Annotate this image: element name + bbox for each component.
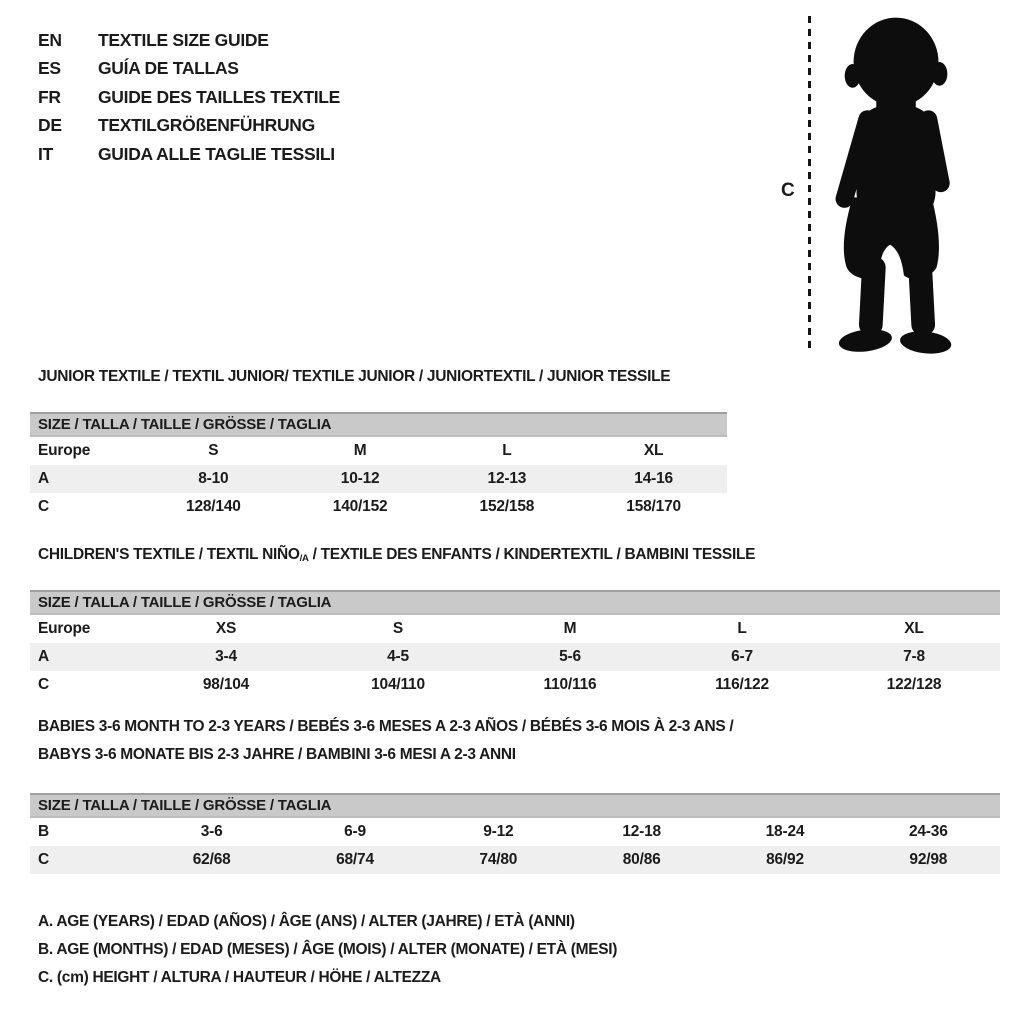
language-code: DE: [38, 115, 62, 136]
legend-line-b: B. AGE (MONTHS) / EDAD (MESES) / ÂGE (MOIS) / ALTER (MONATE) / ETÀ (MESI): [38, 941, 618, 958]
language-title: GUIDA ALLE TAGLIE TESSILI: [98, 143, 335, 164]
table-cell: 140/152: [332, 498, 388, 515]
table-cell: 86/92: [766, 851, 804, 868]
children-title-subscript: /A: [299, 553, 309, 565]
language-title-list: [38, 26, 340, 169]
language-title: TEXTILE SIZE GUIDE: [98, 29, 269, 50]
table-cell: 24-36: [908, 823, 948, 840]
table-cell: XL: [643, 442, 664, 459]
table-cell: 3-4: [215, 648, 237, 665]
row-label: C: [38, 676, 49, 693]
babies-section-title-line2: BABYS 3-6 MONATE BIS 2-3 JAHRE / BAMBINI 3-6 MESI A 2-3 ANNI: [38, 746, 516, 763]
toddler-silhouette-icon: [819, 12, 977, 358]
babies-size-table: [30, 793, 1000, 874]
language-title: GUIDE DES TAILLES TEXTILE: [98, 86, 341, 107]
table-cell: 8-10: [198, 470, 229, 487]
table-cell: 104/110: [371, 676, 425, 693]
table-cell: 10-12: [340, 470, 380, 487]
height-dotted-line-icon: [808, 16, 811, 354]
table-cell: 4-5: [387, 648, 409, 665]
table-header: SIZE / TALLA / TAILLE / GRÖSSE / TAGLIA: [30, 590, 1000, 615]
table-cell: 12-18: [622, 823, 661, 840]
table-cell: 7-8: [903, 648, 925, 665]
table-row-age: [30, 643, 1000, 671]
table-cell: 158/170: [626, 498, 681, 515]
table-cell: 128/140: [186, 498, 241, 515]
table-cell: 18-24: [765, 823, 805, 840]
table-cell: 80/86: [622, 851, 661, 868]
table-cell: XL: [904, 620, 924, 637]
table-cell: 5-6: [559, 648, 581, 665]
measure-legend: [38, 908, 617, 992]
row-label: Europe: [38, 620, 91, 637]
language-title: TEXTILGRÖßENFÜHRUNG: [98, 115, 315, 136]
junior-section-title: JUNIOR TEXTILE / TEXTIL JUNIOR/ TEXTILE JUNIOR / JUNIORTEXTIL / JUNIOR TESSILE: [38, 368, 671, 385]
table-cell: M: [353, 442, 367, 459]
table-cell: 6-7: [731, 648, 753, 665]
table-row-europe: [30, 615, 1000, 643]
table-cell: 92/98: [909, 851, 948, 868]
legend-line-c: C. (cm) HEIGHT / ALTURA / HAUTEUR / HÖHE / ALTEZZA: [38, 969, 441, 986]
table-header: SIZE / TALLA / TAILLE / GRÖSSE / TAGLIA: [30, 412, 727, 437]
table-cell: 62/68: [192, 851, 231, 868]
table-cell: 116/122: [715, 676, 769, 693]
language-title: GUÍA DE TALLAS: [98, 58, 239, 79]
legend-line-a: A. AGE (YEARS) / EDAD (AÑOS) / ÂGE (ANS) / ALTER (JAHRE) / ETÀ (ANNI): [38, 913, 575, 930]
measurement-figure: [775, 8, 990, 360]
language-row-fr: [38, 83, 340, 112]
table-row-months: [30, 818, 1000, 846]
table-row-europe: [30, 437, 727, 465]
table-cell: 122/128: [886, 676, 942, 693]
junior-size-table: [30, 412, 727, 521]
table-cell: 68/74: [336, 851, 374, 868]
table-cell: 6-9: [344, 823, 366, 840]
height-measure-label: C: [781, 180, 795, 201]
table-cell: L: [737, 620, 747, 637]
table-row-height: [30, 493, 727, 521]
table-cell: S: [392, 620, 404, 637]
language-code: ES: [38, 58, 61, 79]
row-label: Europe: [38, 442, 91, 459]
row-label: B: [38, 823, 49, 840]
babies-section-title-line1: BABIES 3-6 MONTH TO 2-3 YEARS / BEBÉS 3-6 MESES A 2-3 AÑOS / BÉBÉS 3-6 MOIS À 2-3 ANS /: [38, 718, 734, 735]
table-row-height: [30, 671, 1000, 699]
table-cell: 152/158: [479, 498, 535, 515]
language-row-it: [38, 140, 340, 169]
row-label: C: [38, 498, 49, 515]
table-header: SIZE / TALLA / TAILLE / GRÖSSE / TAGLIA: [30, 793, 1000, 818]
row-label: C: [38, 851, 49, 868]
row-label: A: [38, 470, 49, 487]
table-cell: S: [208, 442, 219, 459]
table-cell: M: [563, 620, 577, 637]
row-label: A: [38, 648, 49, 665]
table-cell: 110/116: [543, 676, 597, 693]
table-cell: 9-12: [483, 823, 514, 840]
table-cell: 98/104: [202, 676, 250, 693]
children-section-title: [38, 546, 755, 564]
table-row-age: [30, 465, 727, 493]
table-cell: 14-16: [634, 470, 673, 487]
table-cell: XS: [215, 620, 237, 637]
table-cell: L: [502, 442, 512, 459]
language-row-en: [38, 26, 340, 55]
language-code: IT: [38, 143, 53, 164]
language-code: FR: [38, 86, 61, 107]
language-code: EN: [38, 29, 62, 50]
language-row-de: [38, 112, 340, 141]
table-cell: 3-6: [200, 823, 223, 840]
table-row-height: [30, 846, 1000, 874]
children-size-table: [30, 590, 1000, 699]
children-title-rest: / TEXTILE DES ENFANTS / KINDERTEXTIL / BAMBINI TESSILE: [308, 546, 756, 563]
language-row-es: [38, 55, 340, 84]
children-title-main: CHILDREN'S TEXTILE / TEXTIL NIÑO: [38, 546, 300, 563]
table-cell: 74/80: [479, 851, 518, 868]
table-cell: 12-13: [487, 470, 527, 487]
